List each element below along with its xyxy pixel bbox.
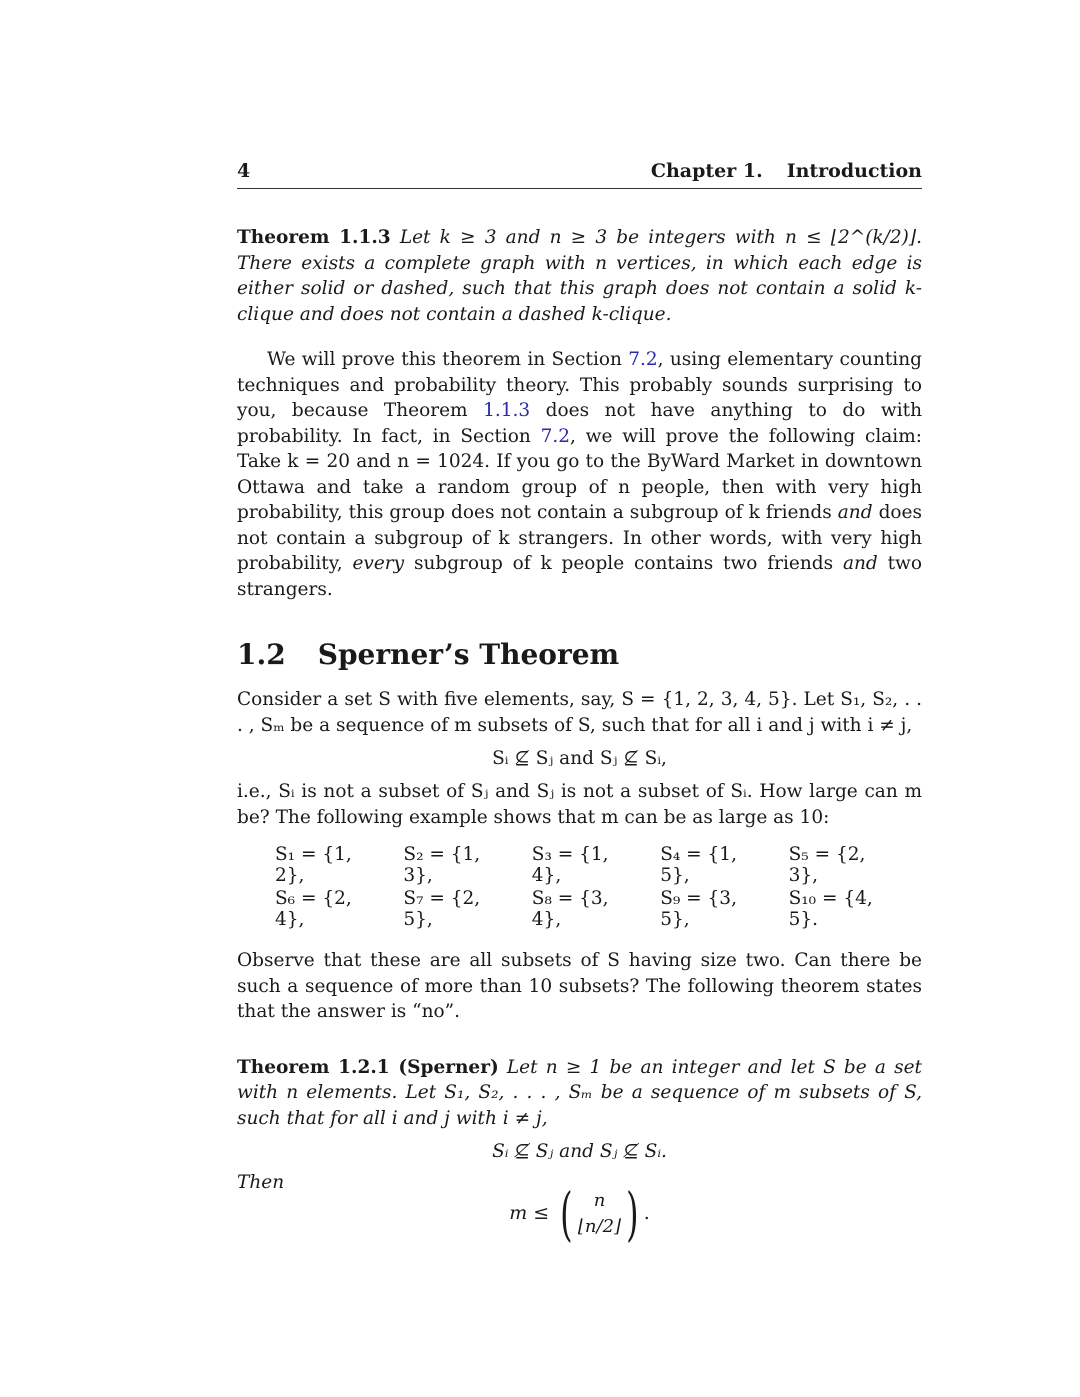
chapter-heading: Chapter 1. Introduction	[650, 160, 922, 182]
subset-item: S₄ = {1, 5},	[660, 844, 737, 886]
theorem-display-condition: Sᵢ ⊈ Sⱼ and Sⱼ ⊈ Sᵢ.	[492, 1141, 667, 1162]
subset-item: S₇ = {2, 5},	[403, 888, 481, 930]
section-link[interactable]: 7.2	[628, 349, 658, 370]
theorem-1-1-3: Theorem 1.1.3 Let k ≥ 3 and n ≥ 3 be integers with n ≤ ⌊2^(k/2)⌋. There exists a complete graph with n vertices, in which each edge is either solid or dashed, such that this graph does not contain a solid k-clique and does not contain a dashed k-clique.	[237, 227, 922, 325]
paragraph-proof-outline: We will prove this theorem in Section 7.2, using elementary counting techniques and probability theory. This probably sounds surprising to you, because Theorem 1.1.3 does not have anything to do with probability. In fact, in Section 7.2, we will prove the following claim: Take k = 20 and n = 1024. If you go to the ByWard Market in downtown Ottawa and take a random group of n people, then with very high probability, this group does not contain a subgroup of k friends and does not contain a subgroup of k strangers. In other words, with very high probability, every subgroup of k people contains two friends and two strangers.	[237, 349, 922, 600]
section-link[interactable]: 7.2	[540, 425, 570, 447]
subset-item: S₅ = {2, 3},	[788, 844, 866, 886]
section-heading: 1.2 Sperner’s Theorem	[237, 638, 620, 671]
page	[237, 160, 922, 1248]
subset-item: S₆ = {2, 4},	[275, 888, 352, 930]
subset-item: S₂ = {1, 3},	[403, 844, 481, 886]
paragraph-observation: Observe that these are all subsets of S having size two. Can there be such a sequence of more than 10 subsets? The following theorem states that the answer is “no”.	[237, 950, 922, 1022]
subset-item: S₃ = {1, 4},	[531, 844, 609, 886]
then-label: Then	[237, 1172, 285, 1193]
subset-item: S₁ = {1, 2},	[275, 844, 352, 886]
subset-item: S₈ = {3, 4},	[531, 888, 609, 930]
subset-item: S₉ = {3, 5},	[660, 888, 737, 930]
paragraph-example-intro: i.e., Sᵢ is not a subset of Sⱼ and Sⱼ is not a subset of Sᵢ. How large can m be? The following example shows that m can be as large as 10:	[237, 781, 922, 828]
running-header	[237, 160, 922, 189]
theorem-1-2-1: Theorem 1.2.1 (Sperner) Let n ≥ 1 be an integer and let S be a set with n elements. Let S₁, S₂, . . . , Sₘ be a sequence of m subsets of S, such that for all i and j with i ≠ j,	[237, 1056, 922, 1129]
page-number: 4	[237, 160, 251, 182]
subset-list	[275, 844, 895, 930]
subset-item: S₁₀ = {4, 5}.	[788, 888, 873, 930]
paragraph-sperner-intro: Consider a set S with five elements, say, S = {1, 2, 3, 4, 5}. Let S₁, S₂, . . . , Sₘ be a sequence of m subsets of S, such that for all i and j with i ≠ j,	[237, 689, 922, 736]
sperner-bound: m ≤ ( n ⌊n/2⌋ ) .	[509, 1180, 650, 1248]
display-condition: Sᵢ ⊈ Sⱼ and Sⱼ ⊈ Sᵢ,	[492, 748, 667, 769]
theorem-link[interactable]: 1.1.3	[483, 400, 531, 421]
